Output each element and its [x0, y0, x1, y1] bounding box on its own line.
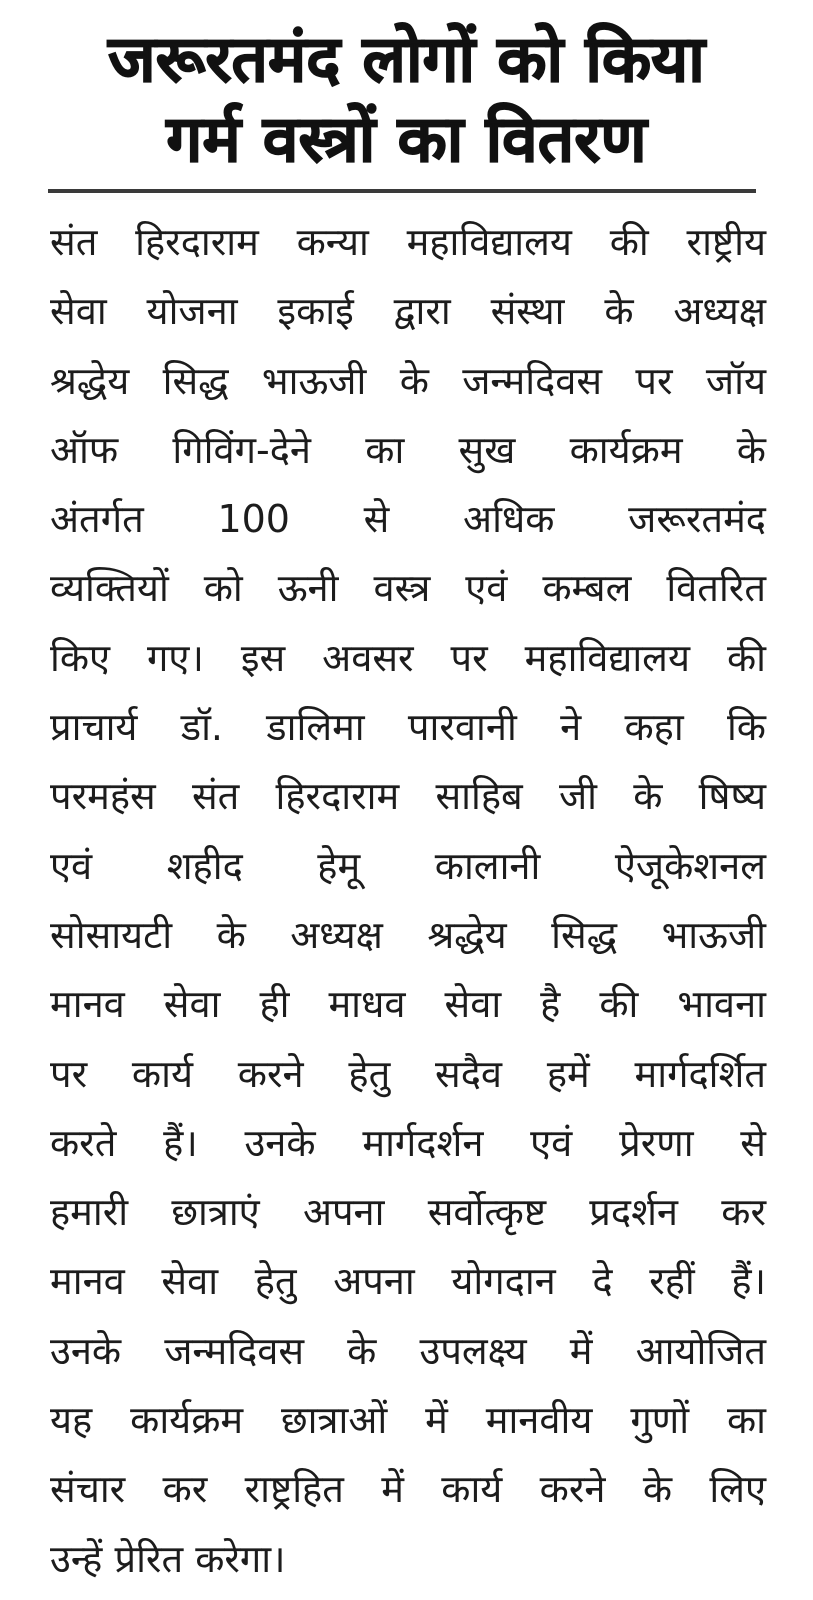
body-line: हमारी छात्राएं अपना सर्वोत्कृष्ट प्रदर्शन कर: [50, 1190, 766, 1235]
body-line: एवं शहीद हेमू कालानी ऐजूकेशनल: [50, 843, 766, 888]
body-line: संत हिरदाराम कन्या महाविद्यालय की राष्ट्रीय: [50, 220, 766, 264]
body-line: परमहंस संत हिरदाराम साहिब जी के षिष्य: [50, 774, 766, 819]
body-line: पर कार्य करने हेतु सदैव हमें मार्गदर्शित: [50, 1051, 766, 1096]
body-line: सेवा योजना इकाई द्वारा संस्था के अध्यक्ष: [50, 289, 766, 334]
body-line: उनके जन्मदिवस के उपलक्ष्य में आयोजित: [50, 1328, 766, 1373]
body-line: संचार कर राष्ट्रहित में कार्य करने के लिए: [50, 1467, 766, 1512]
body-line-last: उन्हें प्रेरित करेगा।: [50, 1536, 286, 1581]
headline-line-2: गर्म वस्त्रों का वितरण: [166, 103, 647, 177]
body-line: मानव सेवा हेतु अपना योगदान दे रहीं हैं।: [50, 1259, 766, 1304]
body-line: श्रद्धेय सिद्ध भाऊजी के जन्मदिवस पर जॉय: [50, 358, 766, 403]
body-line: सोसायटी के अध्यक्ष श्रद्धेय सिद्ध भाऊजी: [50, 912, 766, 957]
body-line: व्यक्तियों को ऊनी वस्त्र एवं कम्बल वितरित: [50, 566, 766, 611]
body-line: अंतर्गत 100 से अधिक जरूरतमंद: [50, 497, 766, 542]
headline-divider: [48, 189, 756, 193]
body-line: किए गए। इस अवसर पर महाविद्यालय की: [50, 635, 766, 680]
body-line: करते हैं। उनके मार्गदर्शन एवं प्रेरणा से: [50, 1120, 766, 1165]
headline: [40, 20, 773, 180]
body-line: यह कार्यक्रम छात्राओं में मानवीय गुणों का: [50, 1398, 766, 1443]
body-line: ऑफ गिविंग-देने का सुख कार्यक्रम के: [50, 427, 766, 472]
body-line: मानव सेवा ही माधव सेवा है की भावना: [50, 982, 766, 1027]
article-body: [50, 208, 766, 1594]
body-line: प्राचार्य डॉ. डालिमा पारवानी ने कहा कि: [50, 705, 766, 750]
headline-line-1: जरूरतमंद लोगों को किया: [108, 23, 705, 97]
